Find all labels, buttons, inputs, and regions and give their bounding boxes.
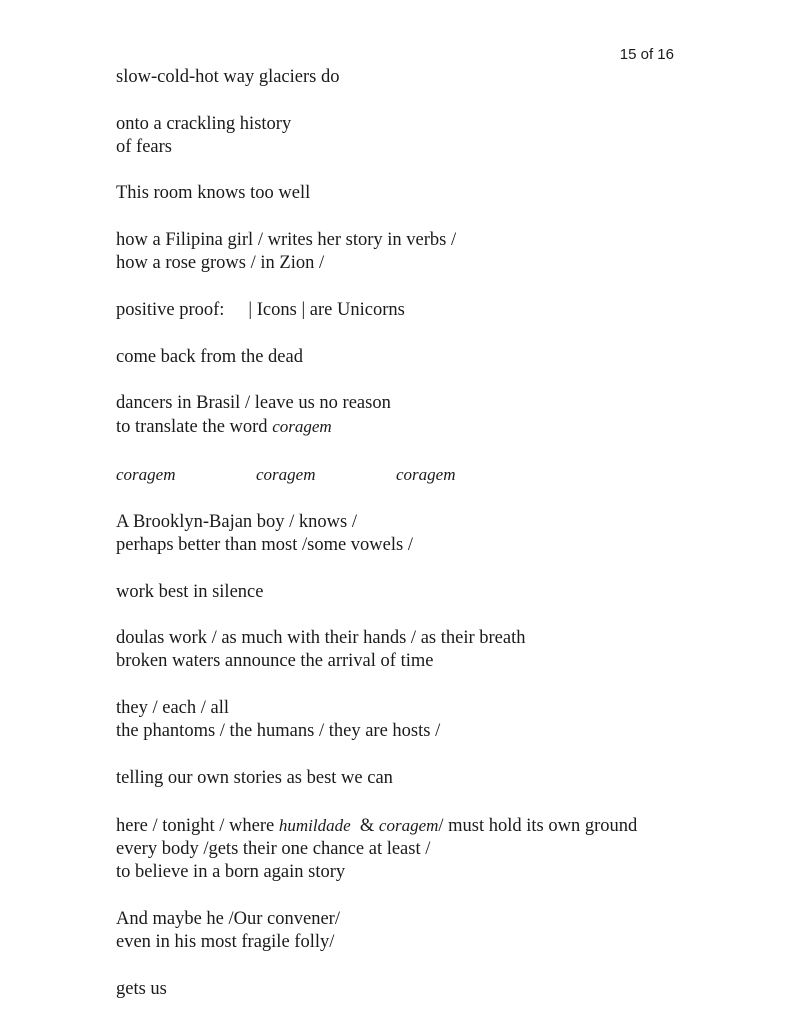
poem-line: perhaps better than most /some vowels / <box>116 534 413 555</box>
poem-line: every body /gets their one chance at least / <box>116 838 431 859</box>
stanza-1 <box>116 66 676 89</box>
italic-word: humildade <box>278 815 351 835</box>
line-text: here / tonight / where <box>116 815 279 836</box>
stanza-3 <box>116 182 676 205</box>
stanza-2 <box>116 113 676 160</box>
stanza-12 <box>116 767 676 790</box>
stanza-11 <box>116 697 676 744</box>
line-text: to translate the word <box>116 417 273 438</box>
poem-line <box>116 299 676 322</box>
proof-text: | Icons | are Unicorns <box>248 299 405 320</box>
stanza-coragem <box>116 463 676 487</box>
poem-line: telling our own stories as best we can <box>116 767 393 788</box>
stanza-14 <box>116 908 676 955</box>
poem-text <box>116 66 676 1024</box>
italic-word: coragem <box>256 465 316 485</box>
poem-line: of fears <box>116 136 172 157</box>
poem-line: the phantoms / the humans / they are hosts / <box>116 721 441 742</box>
stanza-5 <box>116 299 676 322</box>
stanza-6 <box>116 346 676 369</box>
line-text: & <box>350 815 379 836</box>
proof-label: positive proof: <box>116 299 225 320</box>
poem-line: how a rose grows / in Zion / <box>116 253 325 274</box>
poem-line <box>116 415 676 439</box>
poem-line: broken waters announce the arrival of time <box>116 651 434 672</box>
poem-line: gets us <box>116 978 167 999</box>
stanza-13 <box>116 814 676 885</box>
stanza-8 <box>116 511 676 558</box>
stanza-4 <box>116 229 676 276</box>
stanza-15 <box>116 978 676 1001</box>
poem-line: onto a crackling history <box>116 113 292 134</box>
line-text: / must hold its own ground <box>438 815 638 836</box>
poem-line: And maybe he /Our convener/ <box>116 908 340 929</box>
poem-line <box>116 463 676 487</box>
poem-line: work best in silence <box>116 581 264 602</box>
poem-line: This room knows too well <box>116 183 311 204</box>
italic-word: coragem <box>272 417 332 437</box>
italic-word: coragem <box>116 465 176 485</box>
poem-line: doulas work / as much with their hands / as their breath <box>116 628 526 649</box>
poem-line: come back from the dead <box>116 346 303 367</box>
poem-line: dancers in Brasil / leave us no reason <box>116 393 391 414</box>
italic-word: coragem <box>396 465 456 485</box>
poem-line: slow-cold-hot way glaciers do <box>116 67 340 87</box>
poem-line: they / each / all <box>116 698 230 719</box>
stanza-9 <box>116 581 676 604</box>
poem-line: to believe in a born again story <box>116 862 346 883</box>
poem-line <box>116 814 676 838</box>
stanza-7 <box>116 392 676 440</box>
poem-line: A Brooklyn-Bajan boy / knows / <box>116 511 358 532</box>
poem-line: even in his most fragile folly/ <box>116 931 335 952</box>
poem-line: how a Filipina girl / writes her story in verbs / <box>116 230 457 251</box>
italic-word: coragem <box>378 815 439 835</box>
stanza-10 <box>116 627 676 674</box>
page-number: 15 of 16 <box>619 46 674 63</box>
